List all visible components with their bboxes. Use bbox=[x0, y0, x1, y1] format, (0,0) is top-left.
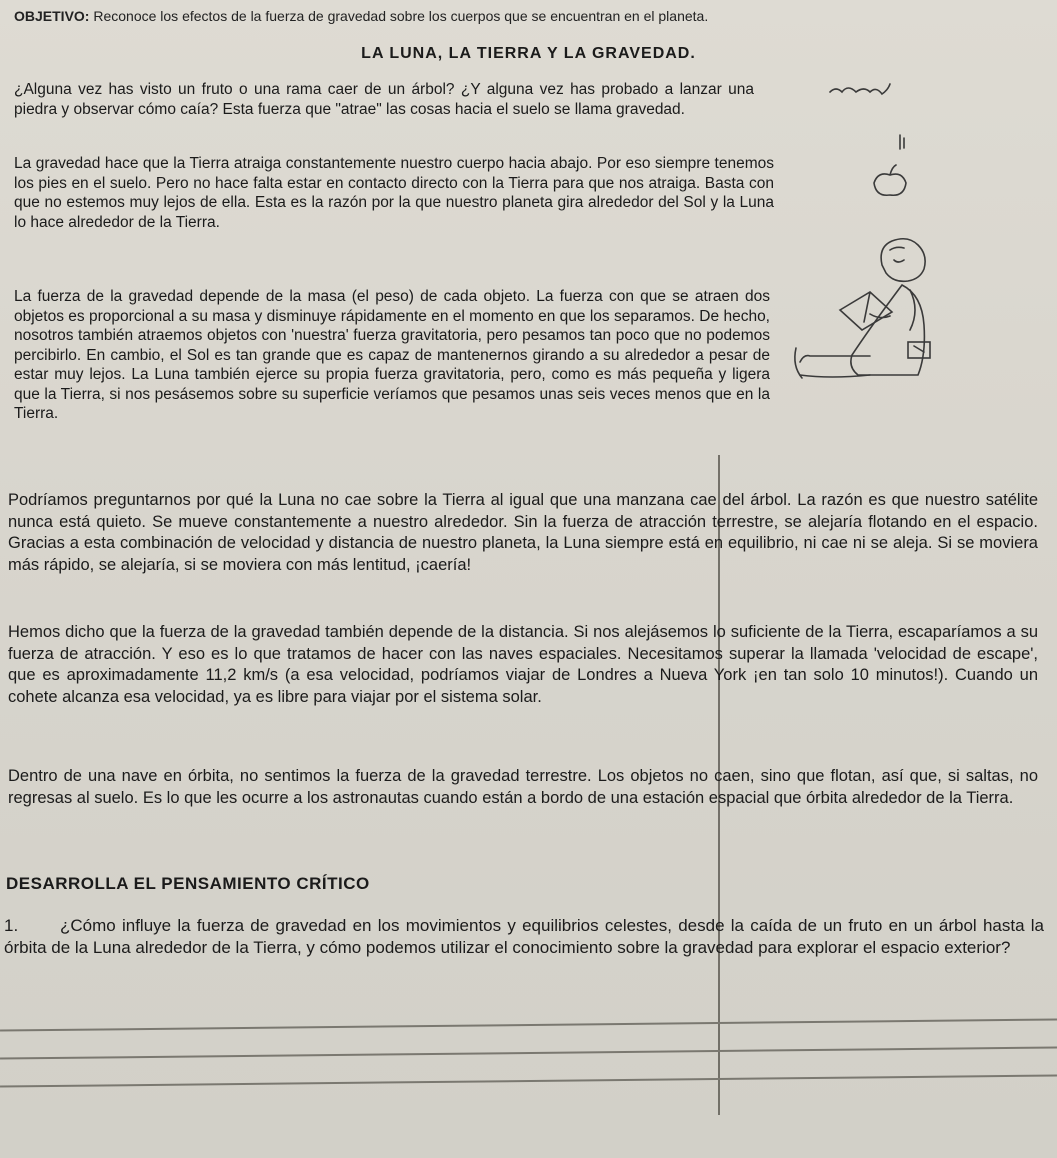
question-1 bbox=[4, 915, 1044, 959]
paragraph-3: La fuerza de la gravedad depende de la masa (el peso) de cada objeto. La fuerza con que se atraen dos objetos es proporcional a su masa y disminuye rápidamente en el momento en que los separamos. De hecho, nosotros también atraemos objetos con 'nuestra' fuerza gravitatoria, pero pesamos tan poco que no podemos percibirlo. En cambio, el Sol es tan grande que es capaz de mantenernos girando a su alrededor a pesar de estar muy lejos. La Luna también ejerce su propia fuerza gravitatoria, pero, como es más pequeña y ligera que la Tierra, si nos pesásemos sobre su superficie veríamos que pesamos unas seis veces menos que en la Tierra. bbox=[14, 288, 770, 422]
paragraph-6: Dentro de una nave en órbita, no sentimos la fuerza de la gravedad terrestre. Los objetos no caen, sino que flotan, así que, si saltas, no regresas al suelo. Es lo que les ocurre a los astronautas cuando están a bordo de una estación espacial que órbita alrededor de la Tierra. bbox=[8, 767, 1038, 807]
answer-line-3[interactable] bbox=[0, 1074, 1057, 1087]
newton-illustration bbox=[790, 80, 1030, 410]
question-number: 1. bbox=[4, 916, 19, 935]
paragraph-5: Hemos dicho que la fuerza de la gravedad también depende de la distancia. Si nos alejásemos lo suficiente de la Tierra, escaparíamos a su fuerza de atracción. Y eso es lo que tratamos de hacer con las naves espaciales. Necesitamos superar la llamada 'velocidad de escape', que es aproximadamente 11,2 km/s (a esa velocidad, podríamos viajar de Londres a Nueva York ¡en tan solo 10 minutos!). Cuando un cohete alcanza esa velocidad, ya es libre para viajar por el sistema solar. bbox=[8, 623, 1038, 706]
paragraph-2: La gravedad hace que la Tierra atraiga constantemente nuestro cuerpo hacia abajo. Por eso siempre tenemos los pies en el suelo. Pero no hace falta estar en contacto directo con la Tierra para que nos atraiga. Basta con que no estemos muy lejos de ella. Esta es la razón por la que nuestro planeta gira alrededor del Sol y la Luna lo hace alrededor de la Tierra. bbox=[14, 155, 774, 231]
paragraph-1: ¿Alguna vez has visto un fruto o una rama caer de un árbol? ¿Y alguna vez has probado a lanzar una piedra y observar cómo caía? Esta fuerza que "atrae" las cosas hacia el suelo se llama gravedad. bbox=[14, 81, 754, 118]
apple-icon bbox=[874, 165, 906, 195]
objective-line bbox=[14, 7, 1044, 25]
branch-icon bbox=[830, 84, 890, 94]
section-title: DESARROLLA EL PENSAMIENTO CRÍTICO bbox=[6, 874, 370, 893]
book-icon bbox=[840, 292, 892, 330]
page-title: LA LUNA, LA TIERRA Y LA GRAVEDAD. bbox=[361, 45, 696, 62]
answer-line-2[interactable] bbox=[0, 1046, 1057, 1059]
figure-head bbox=[881, 239, 925, 282]
objective-text: Reconoce los efectos de la fuerza de gravedad sobre los cuerpos que se encuentran en el planeta. bbox=[89, 8, 709, 24]
box-icon bbox=[908, 342, 930, 358]
answer-line-1[interactable] bbox=[0, 1018, 1057, 1031]
objective-label: OBJETIVO: bbox=[14, 8, 90, 24]
question-text: ¿Cómo influye la fuerza de gravedad en los movimientos y equilibrios celestes, desde la caída de un fruto en un árbol hasta la órbita de la Luna alrededor de la Tierra, y cómo podemos utilizar el conocimiento sobre la gravedad para explorar el espacio exterior? bbox=[4, 916, 1044, 957]
paragraph-4: Podríamos preguntarnos por qué la Luna no cae sobre la Tierra al igual que una manzana cae del árbol. La razón es que nuestro satélite nunca está quieto. Se mueve constantemente a nuestro alrededor. Sin la fuerza de atracción terrestre, se alejaría flotando en el espacio. Gracias a esta combinación de velocidad y distancia de nuestro planeta, la Luna siempre está en equilibrio, ni cae ni se aleja. Si se moviera más rápido, se alejaría, si se moviera con más lentitud, ¡caería! bbox=[8, 491, 1038, 574]
